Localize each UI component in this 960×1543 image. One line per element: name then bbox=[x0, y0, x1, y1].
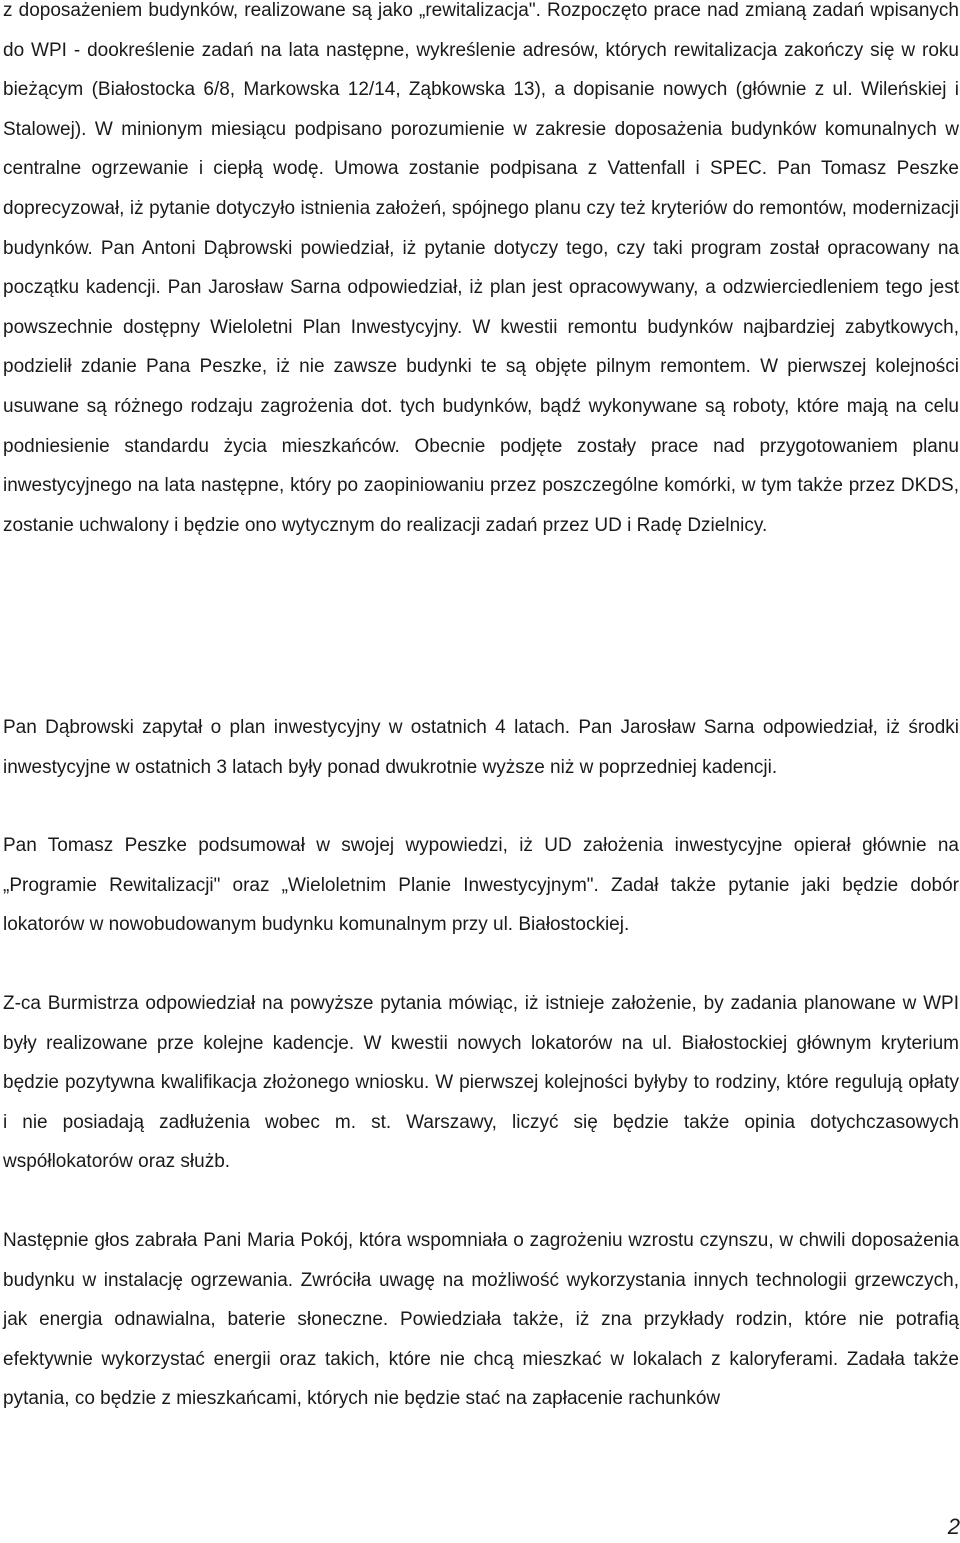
paragraph-text: Z-ca Burmistrza odpowiedział na powyższe pytania mówiąc, iż istnieje założenie, by zadania planowane w WPI były realizowane prze kolejne kadencje. W kwestii nowych lokatorów na ul. Białostockiej głównym kryterium będzie pozytywna kwalifikacja złożonego wniosku. W pierwszej kolejności byłyby to rodziny, które regulują opłaty i nie posiadają zadłużenia wobec m. st. Warszawy, liczyć się będzie także opinia dotychczasowych współlokatorów oraz służb. bbox=[3, 993, 959, 1173]
paragraph-2 bbox=[3, 708, 959, 787]
paragraph-text: Pan Tomasz Peszke podsumował w swojej wypowiedzi, iż UD założenia inwestycyjne opierał głównie na „Programie Rewitalizacji" oraz „Wieloletnim Planie Inwestycyjnym". Zadał także pytanie jaki będzie dobór lokatorów w nowobudowanym budynku komunalnym przy ul. Białostockiej. bbox=[3, 835, 959, 936]
paragraph-5 bbox=[3, 1221, 959, 1419]
paragraph-3 bbox=[3, 826, 959, 945]
paragraph-1 bbox=[3, 0, 959, 545]
page-number: 2 bbox=[947, 1514, 960, 1539]
paragraph-text: Pan Dąbrowski zapytał o plan inwestycyjny w ostatnich 4 latach. Pan Jarosław Sarna odpowiedział, iż środki inwestycyjne w ostatnich 3 latach były ponad dwukrotnie wyższe niż w poprzedniej kadencji. bbox=[3, 717, 959, 778]
paragraph-4 bbox=[3, 984, 959, 1182]
paragraph-text: z doposażeniem budynków, realizowane są jako „rewitalizacja". Rozpoczęto prace nad zmianą zadań wpisanych do WPI - dookreślenie zadań na lata następne, wykreślenie adresów, których rewitalizacja zakończy się w roku bieżącym (Białostocka 6/8, Markowska 12/14, Ząbkowska 13), a dopisanie nowych (głównie z ul. Wileńskiej i Stalowej). W minionym miesiącu podpisano porozumienie w zakresie doposażenia budynków komunalnych w centralne ogrzewanie i ciepłą wodę. Umowa zostanie podpisana z Vattenfall i SPEC. Pan Tomasz Peszke doprecyzował, iż pytanie dotyczyło istnienia założeń, spójnego planu czy też kryteriów do remontów, modernizacji budynków. Pan Antoni Dąbrowski powiedział, iż pytanie dotyczy tego, czy taki program został opracowany na początku kadencji. Pan Jarosław Sarna odpowiedział, iż plan jest opracowywany, a odzwierciedleniem tego jest powszechnie dostępny Wieloletni Plan Inwestycyjny. W kwestii remontu budynków najbardziej zabytkowych, podzielił zdanie Pana Peszke, iż nie zawsze budynki te są objęte pilnym remontem. W pierwszej kolejności usuwane są różnego rodzaju zagrożenia dot. tych budynków, bądź wykonywane są roboty, które mają na celu podniesienie standardu życia mieszkańców. Obecnie podjęte zostały prace nad przygotowaniem planu inwestycyjnego na lata następne, który po zaopiniowaniu przez poszczególne komórki, w tym także przez DKDS, zostanie uchwalony i będzie ono wytycznym do realizacji zadań przez UD i Radę Dzielnicy. bbox=[3, 0, 959, 536]
paragraph-text: Następnie głos zabrała Pani Maria Pokój, która wspomniała o zagrożeniu wzrostu czynszu, w chwili doposażenia budynku w instalację ogrzewania. Zwróciła uwagę na możliwość wykorzystania innych technologii grzewczych, jak energia odnawialna, baterie słoneczne. Powiedziała także, iż zna przykłady rodzin, które nie potrafią efektywnie wykorzystać energii oraz takich, które nie chcą mieszkać w lokalach z kaloryferami. Zadała także pytania, co będzie z mieszkańcami, których nie będzie stać na zapłacenie rachunków bbox=[3, 1230, 959, 1410]
